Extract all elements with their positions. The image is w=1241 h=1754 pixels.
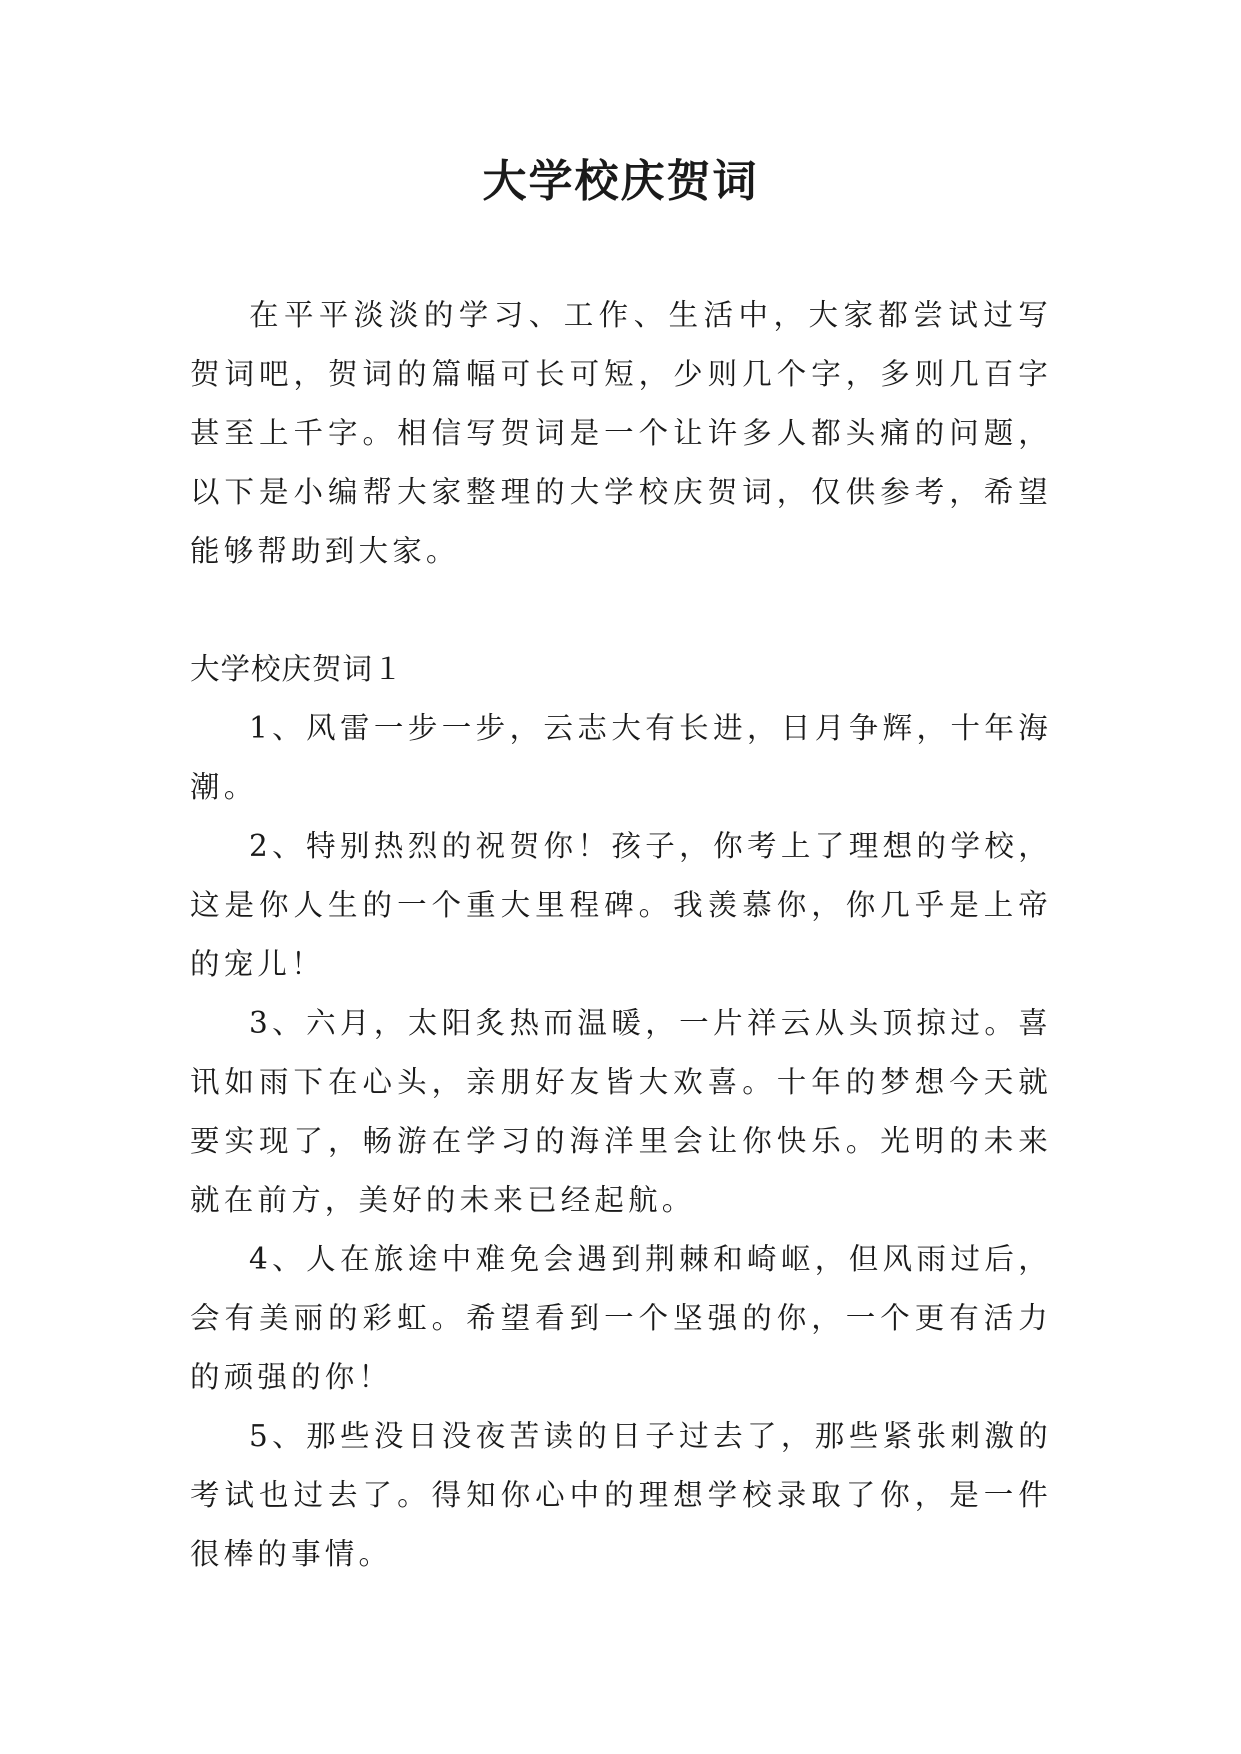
document-title: 大学校庆贺词 — [482, 156, 759, 207]
greeting-item-4: 4、人在旅途中难免会遇到荆棘和崎岖，但风雨过后，会有美丽的彩虹。希望看到一个坚强的你，一个更有活力的顽强的你！ — [190, 1242, 1052, 1394]
greeting-item-1: 1、风雷一步一步，云志大有长进，日月争辉，十年海潮。 — [190, 711, 1052, 804]
greeting-item-5: 5、那些没日没夜苦读的日子过去了，那些紧张刺激的考试也过去了。得知你心中的理想学校录取了你，是一件很棒的事情。 — [190, 1419, 1052, 1571]
greeting-item-3: 3、六月，太阳炙热而温暖，一片祥云从头顶掠过。喜讯如雨下在心头，亲朋好友皆大欢喜。十年的梦想今天就要实现了，畅游在学习的海洋里会让你快乐。光明的未来就在前方，美好的未来已经起航。 — [190, 1006, 1052, 1217]
section-heading: 大学校庆贺词１ — [190, 652, 404, 686]
greeting-item-2: 2、特别热烈的祝贺你！孩子，你考上了理想的学校，这是你人生的一个重大里程碑。我羡慕你，你几乎是上帝的宠儿！ — [190, 829, 1052, 981]
document-body — [190, 286, 1052, 1584]
intro-paragraph: 在平平淡淡的学习、工作、生活中，大家都尝试过写贺词吧，贺词的篇幅可长可短，少则几个字，多则几百字甚至上千字。相信写贺词是一个让许多人都头痛的问题，以下是小编帮大家整理的大学校庆贺词，仅供参考，希望能够帮助到大家。 — [190, 298, 1052, 568]
